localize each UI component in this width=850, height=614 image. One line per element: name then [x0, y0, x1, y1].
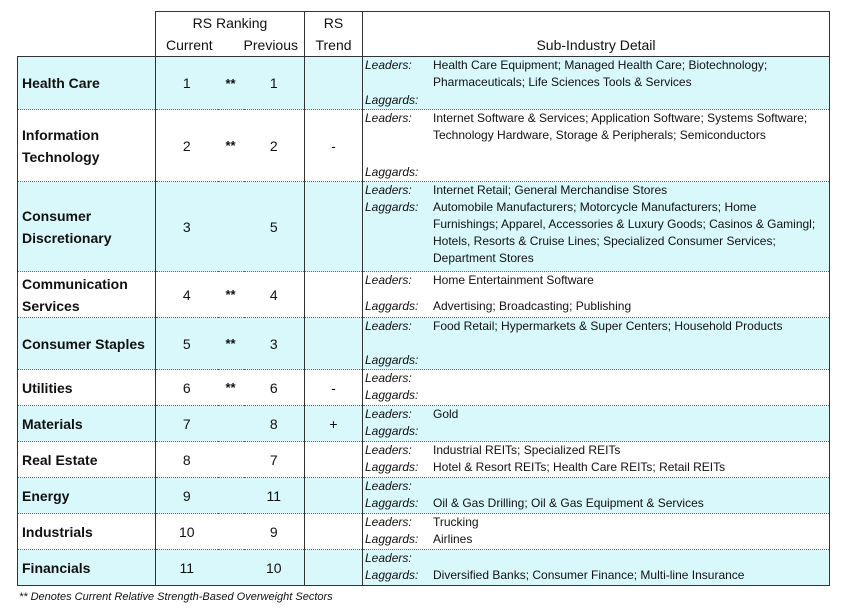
current-rank: 11: [156, 550, 218, 586]
laggards-label: Laggards:: [365, 93, 419, 107]
leaders-list: Gold: [433, 407, 459, 421]
rs-trend: [305, 318, 363, 370]
leaders-line: [363, 318, 829, 335]
laggards-line: [363, 495, 829, 512]
rs-trend: +: [305, 406, 363, 442]
current-rank: 5: [156, 318, 218, 370]
laggards-line: [363, 164, 829, 181]
current-rank: 8: [156, 442, 218, 478]
rs-trend: [305, 478, 363, 514]
footnote: ** Denotes Current Relative Strength-Based Overweight Sectors: [19, 591, 333, 603]
leaders-label: Leaders:: [365, 183, 412, 197]
overweight-marker: [218, 478, 244, 514]
detail-header-cell: [363, 12, 830, 57]
laggards-label: Laggards:: [365, 568, 419, 582]
laggards-list: Airlines: [433, 532, 473, 546]
sub-industry-detail-header: Sub-Industry Detail: [536, 37, 656, 53]
leaders-line: [363, 478, 829, 495]
previous-rank: 10: [244, 550, 305, 586]
previous-rank: 9: [244, 514, 305, 550]
laggards-list: Diversified Banks; Consumer Finance; Multi-line Insurance: [433, 568, 745, 582]
laggards-line: [363, 567, 829, 584]
leaders-list: Health Care Equipment; Managed Health Care; Biotechnology; Pharmaceuticals; Life Sciences Tools & Services: [433, 58, 768, 89]
leaders-list: [433, 370, 829, 387]
leaders-line: [363, 442, 829, 459]
table-row: [18, 272, 830, 318]
overweight-marker: [218, 406, 244, 442]
sub-industry-detail: [363, 550, 830, 586]
laggards-list: Hotel & Resort REITs; Health Care REITs; Retail REITs: [433, 460, 726, 474]
current-header: Current: [156, 34, 244, 57]
overweight-marker: **: [218, 110, 244, 182]
laggards-line: [363, 298, 829, 315]
sub-industry-detail: [363, 442, 830, 478]
table-row: [18, 370, 830, 406]
overweight-marker: [218, 182, 244, 272]
laggards-label: Laggards:: [365, 353, 419, 367]
leaders-line: [363, 110, 829, 144]
previous-rank: 2: [244, 110, 305, 182]
leaders-line: [363, 370, 829, 387]
overweight-marker: **: [218, 318, 244, 370]
leaders-line: [363, 514, 829, 531]
rs-ranking-header: RS Ranking: [156, 12, 305, 35]
table-row: [18, 318, 830, 370]
laggards-list: [433, 352, 829, 369]
rs-trend: -: [305, 110, 363, 182]
sector-name: Financials: [18, 550, 156, 586]
overweight-marker: [218, 550, 244, 586]
rs-header: RS: [305, 12, 363, 35]
overweight-marker: **: [218, 57, 244, 110]
table-row: [18, 57, 830, 110]
rs-trend: [305, 550, 363, 586]
laggards-list: Automobile Manufacturers; Motorcycle Manufacturers; Home Furnishings; Apparel, Accessories & Luxury Goods; Casinos & Gamingl; Hotels, Resorts & Cruise Lines; Specialized Consumer Services; Department Stores: [433, 200, 816, 265]
current-rank: 6: [156, 370, 218, 406]
current-rank: 1: [156, 57, 218, 110]
sub-industry-detail: [363, 110, 830, 182]
sector-name: Consumer Discretionary: [18, 182, 156, 272]
leaders-line: [363, 57, 829, 91]
sector-name: Materials: [18, 406, 156, 442]
laggards-label: Laggards:: [365, 388, 419, 402]
previous-rank: 6: [244, 370, 305, 406]
leaders-list: Home Entertainment Software: [433, 273, 594, 287]
table-row: [18, 406, 830, 442]
sector-name: Energy: [18, 478, 156, 514]
laggards-list: Advertising; Broadcasting; Publishing: [433, 299, 632, 313]
laggards-list: [433, 423, 829, 440]
laggards-line: [363, 459, 829, 476]
leaders-label: Leaders:: [365, 58, 412, 72]
laggards-line: [363, 531, 829, 548]
sub-industry-detail: [363, 514, 830, 550]
laggards-label: Laggards:: [365, 165, 419, 179]
overweight-marker: **: [218, 370, 244, 406]
leaders-line: [363, 272, 829, 289]
laggards-label: Laggards:: [365, 460, 419, 474]
previous-rank: 4: [244, 272, 305, 318]
sector-name: Communication Services: [18, 272, 156, 318]
current-rank: 3: [156, 182, 218, 272]
sector-name: Real Estate: [18, 442, 156, 478]
previous-rank: 5: [244, 182, 305, 272]
previous-rank: 1: [244, 57, 305, 110]
previous-rank: 7: [244, 442, 305, 478]
sub-industry-detail: [363, 182, 830, 272]
sub-industry-detail: [363, 478, 830, 514]
table-row: [18, 478, 830, 514]
laggards-list: [433, 164, 829, 181]
table-row: [18, 514, 830, 550]
laggards-line: [363, 423, 829, 440]
sub-industry-detail: [363, 272, 830, 318]
table-row: [18, 182, 830, 272]
sub-industry-detail: [363, 370, 830, 406]
sector-name: Industrials: [18, 514, 156, 550]
header-blank-2: [18, 34, 156, 57]
leaders-label: Leaders:: [365, 407, 412, 421]
leaders-list: Industrial REITs; Specialized REITs: [433, 443, 621, 457]
leaders-line: [363, 550, 829, 567]
leaders-label: Leaders:: [365, 551, 412, 565]
leaders-line: [363, 406, 829, 423]
leaders-label: Leaders:: [365, 443, 412, 457]
leaders-list: Food Retail; Hypermarkets & Super Centers; Household Products: [433, 319, 783, 333]
laggards-list: Oil & Gas Drilling; Oil & Gas Equipment & Services: [433, 496, 704, 510]
laggards-list: [433, 387, 829, 404]
sector-name: Information Technology: [18, 110, 156, 182]
sector-name: Health Care: [18, 57, 156, 110]
previous-header: Previous: [244, 34, 305, 57]
laggards-label: Laggards:: [365, 299, 419, 313]
leaders-label: Leaders:: [365, 479, 412, 493]
laggards-line: [363, 199, 829, 267]
current-rank: 9: [156, 478, 218, 514]
leaders-label: Leaders:: [365, 515, 412, 529]
current-rank: 4: [156, 272, 218, 318]
laggards-label: Laggards:: [365, 424, 419, 438]
laggards-label: Laggards:: [365, 496, 419, 510]
rs-trend: [305, 57, 363, 110]
sub-industry-detail: [363, 406, 830, 442]
rs-trend: [305, 514, 363, 550]
current-rank: 7: [156, 406, 218, 442]
sector-name: Utilities: [18, 370, 156, 406]
leaders-label: Leaders:: [365, 111, 412, 125]
sub-industry-detail: [363, 57, 830, 110]
header-blank: [18, 12, 156, 35]
rs-trend: -: [305, 370, 363, 406]
laggards-line: [363, 92, 829, 109]
laggards-line: [363, 352, 829, 369]
leaders-list: Internet Retail; General Merchandise Stores: [433, 183, 668, 197]
leaders-list: [433, 478, 829, 495]
previous-rank: 8: [244, 406, 305, 442]
current-rank: 10: [156, 514, 218, 550]
overweight-marker: [218, 514, 244, 550]
sector-name: Consumer Staples: [18, 318, 156, 370]
sub-industry-detail: [363, 318, 830, 370]
previous-rank: 11: [244, 478, 305, 514]
table-row: [18, 110, 830, 182]
table-row: [18, 550, 830, 586]
trend-header: Trend: [305, 34, 363, 57]
leaders-label: Leaders:: [365, 319, 412, 333]
overweight-marker: [218, 442, 244, 478]
leaders-line: [363, 182, 829, 199]
laggards-label: Laggards:: [365, 532, 419, 546]
leaders-label: Leaders:: [365, 273, 412, 287]
leaders-list: Trucking: [433, 515, 479, 529]
leaders-label: Leaders:: [365, 371, 412, 385]
laggards-line: [363, 387, 829, 404]
rs-trend: [305, 272, 363, 318]
rs-ranking-table: [17, 11, 830, 586]
current-rank: 2: [156, 110, 218, 182]
previous-rank: 3: [244, 318, 305, 370]
laggards-label: Laggards:: [365, 200, 419, 214]
laggards-list: [433, 92, 829, 109]
leaders-list: [433, 550, 829, 567]
rs-trend: [305, 442, 363, 478]
leaders-list: Internet Software & Services; Application Software; Systems Software; Technology Hardware, Storage & Peripherals; Semiconductors: [433, 111, 808, 142]
table-row: [18, 442, 830, 478]
rs-trend: [305, 182, 363, 272]
overweight-marker: **: [218, 272, 244, 318]
